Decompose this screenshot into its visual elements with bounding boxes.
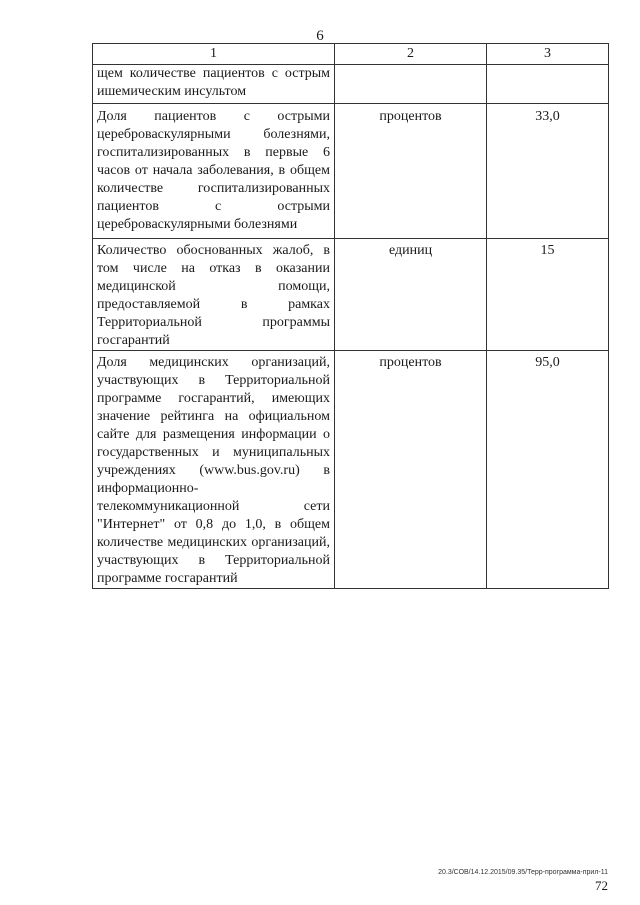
indicators-table — [92, 43, 609, 589]
indicator-value: 15 — [487, 239, 609, 351]
indicator-unit: процентов — [335, 104, 487, 239]
indicator-unit: процентов — [335, 351, 487, 589]
document-code: 20.3/СОВ/14.12.2015/09.35/Терр-программа-прил-11 — [438, 869, 608, 876]
table-row — [93, 239, 609, 351]
header-cell-2: 2 — [335, 44, 487, 65]
table-header-row — [93, 44, 609, 65]
indicator-value: 33,0 — [487, 104, 609, 239]
indicator-unit: единиц — [335, 239, 487, 351]
table-row — [93, 65, 609, 104]
indicator-text: Доля пациентов с острыми цереброваскулярными болезнями, госпитализированных в первые 6 часов от начала заболевания, в общем количестве госпитализированных пациентов с острыми цереброваскулярными болезнями — [93, 104, 335, 239]
indicator-text: щем количестве пациентов с острым ишемическим инсультом — [93, 65, 335, 104]
indicator-value — [487, 65, 609, 104]
header-cell-1: 1 — [93, 44, 335, 65]
indicator-value: 95,0 — [487, 351, 609, 589]
document-page-number: 72 — [595, 878, 608, 893]
page-number: 6 — [316, 28, 324, 44]
indicator-text: Доля медицинских организаций, участвующих в Территориальной программе госгарантий, имеющих значение рейтинга на официальном сайте для размещения информации о государственных и муниципальных учреждениях (www.bus.gov.ru) в информационно-телекоммуникационной сети "Интернет" от 0,8 до 1,0, в общем количестве медицинских организаций, участвующих в Территориальной программе госгарантий — [93, 351, 335, 589]
table-row — [93, 104, 609, 239]
indicator-unit — [335, 65, 487, 104]
table-row — [93, 351, 609, 589]
indicator-text: Количество обоснованных жалоб, в том числе на отказ в оказании медицинской помощи, предоставляемой в рамках Территориальной программы госгарантий — [93, 239, 335, 351]
header-cell-3: 3 — [487, 44, 609, 65]
